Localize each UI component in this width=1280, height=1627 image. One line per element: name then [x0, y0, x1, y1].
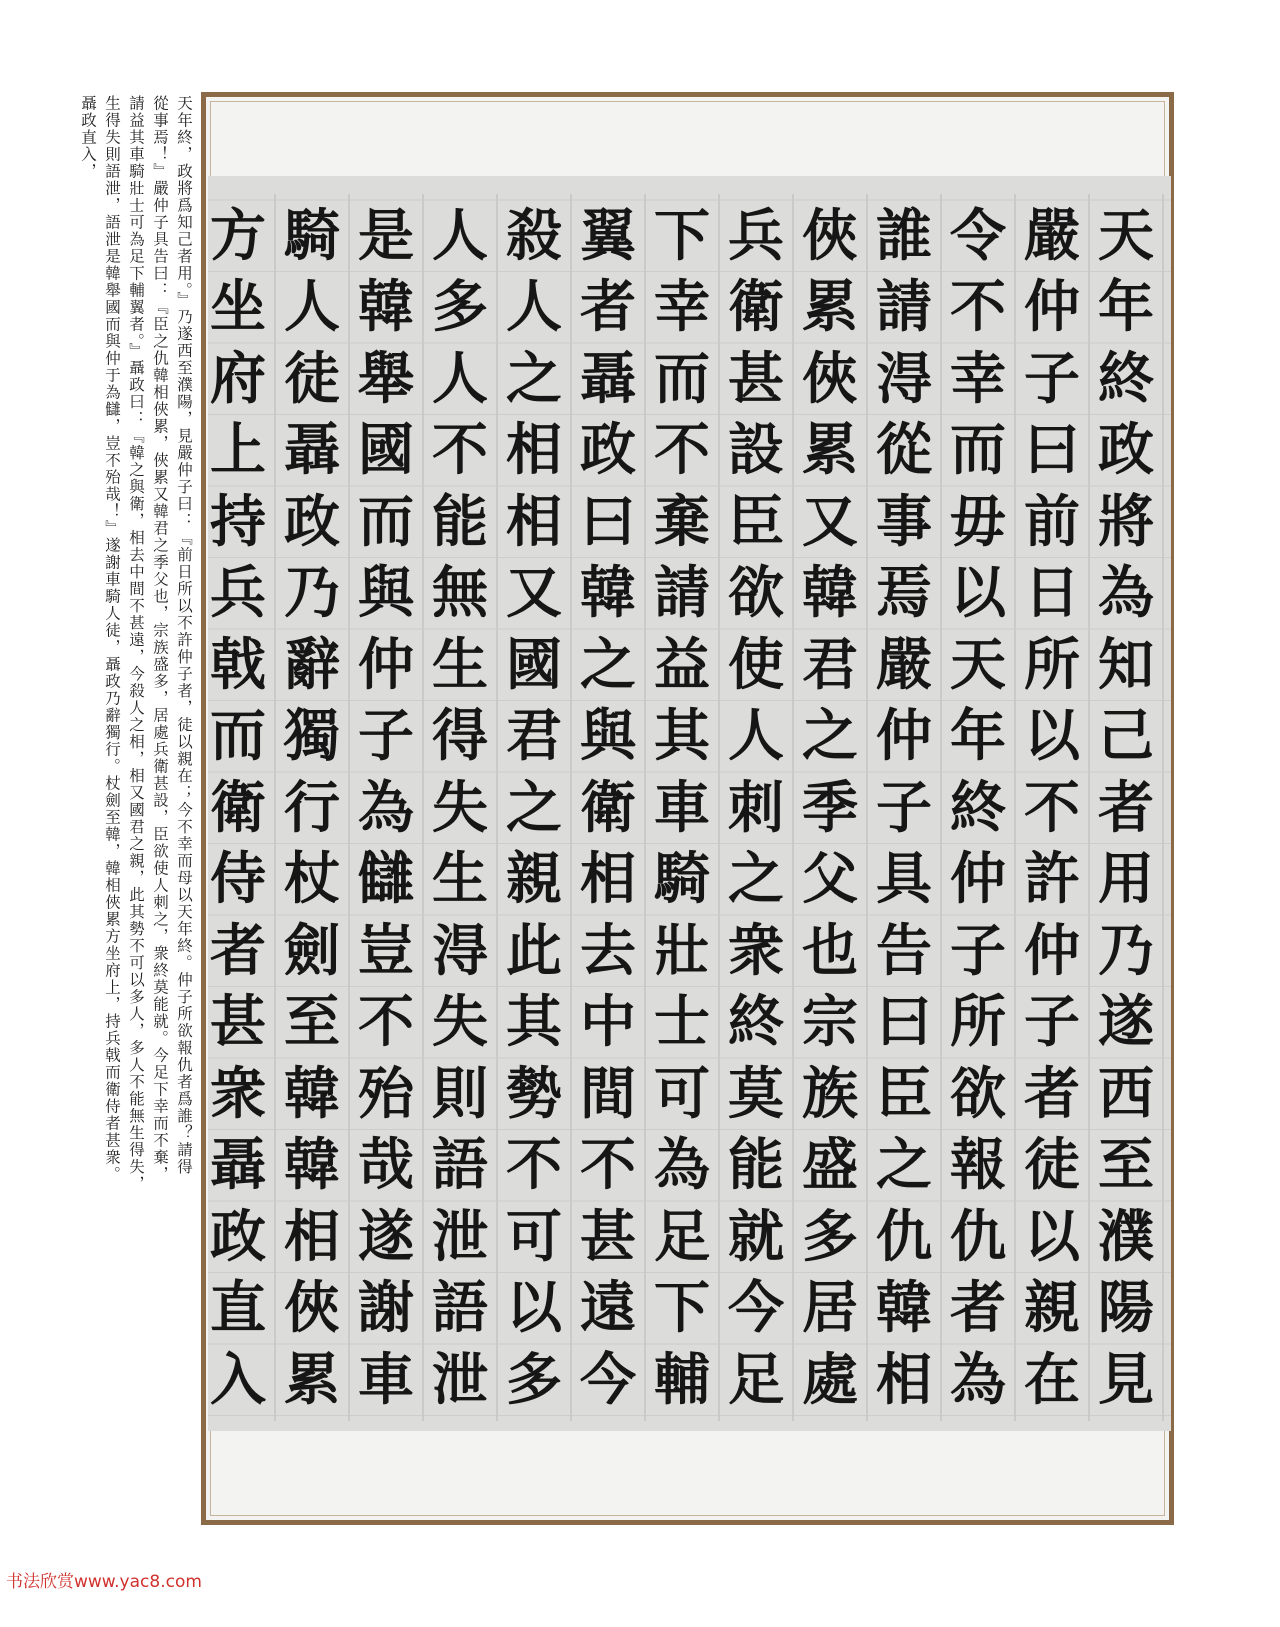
rubbing-character: 多 — [432, 274, 488, 341]
rubbing-character: 乃 — [1098, 917, 1154, 984]
rubbing-character: 其 — [506, 989, 562, 1056]
rubbing-character: 子 — [1024, 989, 1080, 1056]
rubbing-character: 而 — [950, 417, 1006, 484]
rubbing-character: 無 — [432, 560, 488, 627]
annotation-column: 生得失則語泄，語泄是韓舉國而與仲于為讎，豈不殆哉！』遂謝車騎人徒，聶政乃辭獨行。杖劍至韓，韓相俠累方坐府上，持兵戟而衛侍者甚衆。 — [103, 95, 121, 1183]
rubbing-character: 以 — [506, 1275, 562, 1342]
rubbing-character: 衛 — [580, 774, 636, 841]
rubbing-character: 仇 — [950, 1203, 1006, 1270]
rubbing-character: 就 — [728, 1203, 784, 1270]
rubbing-character: 政 — [1098, 417, 1154, 484]
rubbing-character: 從 — [876, 417, 932, 484]
rubbing-character: 子 — [950, 917, 1006, 984]
rubbing-character: 相 — [506, 417, 562, 484]
rubbing-character: 棄 — [654, 488, 710, 555]
annotation-column: 請益其車騎壯士可為足下輔翼者。』聶政曰：『韓之與衛，相去中間不甚遠，今殺人之相，相又國君之親，此其勢不可以多人，多人不能無生得失， — [127, 95, 145, 1193]
rubbing-character: 與 — [580, 703, 636, 770]
rubbing-character: 衛 — [728, 274, 784, 341]
rubbing-character: 多 — [506, 1346, 562, 1413]
rubbing-character: 使 — [728, 631, 784, 698]
rubbing-character: 也 — [802, 917, 858, 984]
rubbing-character: 者 — [580, 274, 636, 341]
rubbing-character: 者 — [210, 917, 266, 984]
rubbing-character: 行 — [284, 774, 340, 841]
rubbing-character: 仇 — [876, 1203, 932, 1270]
rubbing-character: 直 — [210, 1275, 266, 1342]
rubbing-character: 能 — [432, 488, 488, 555]
rubbing-character: 此 — [506, 917, 562, 984]
rubbing-character: 莫 — [728, 1060, 784, 1127]
rubbing-character: 為 — [358, 774, 414, 841]
rubbing-character: 俠 — [284, 1275, 340, 1342]
rubbing-character: 焉 — [876, 560, 932, 627]
rubbing-character: 嚴 — [1024, 202, 1080, 269]
rubbing-column — [1084, 200, 1168, 1416]
rubbing-character: 見 — [1098, 1346, 1154, 1413]
annotation-column: 天年終，政將爲知己者用。』乃遂西至濮陽，見嚴仲子曰：『前日所以不許仲子者，徒以親在；今不幸而母以天年終。仲子所欲報仇者爲誰？請得 — [175, 95, 193, 1176]
rubbing-character: 政 — [580, 417, 636, 484]
rubbing-character: 人 — [284, 274, 340, 341]
rubbing-character: 車 — [358, 1346, 414, 1413]
rubbing-character: 舉 — [358, 345, 414, 412]
rubbing-character: 仲 — [876, 703, 932, 770]
rubbing-character: 人 — [728, 703, 784, 770]
rubbing-character: 仲 — [358, 631, 414, 698]
rubbing-character: 語 — [432, 1275, 488, 1342]
rubbing-character: 辭 — [284, 631, 340, 698]
rubbing-character: 西 — [1098, 1060, 1154, 1127]
rubbing-character: 韓 — [284, 1132, 340, 1199]
rubbing-character: 令 — [950, 202, 1006, 269]
rubbing-character: 宗 — [802, 989, 858, 1056]
rubbing-character: 以 — [1024, 703, 1080, 770]
rubbing-character: 子 — [358, 703, 414, 770]
rubbing-character: 陽 — [1098, 1275, 1154, 1342]
rubbing-character: 去 — [580, 917, 636, 984]
rubbing-character: 嚴 — [876, 631, 932, 698]
rubbing-character: 韓 — [802, 560, 858, 627]
rubbing-character: 處 — [802, 1346, 858, 1413]
rubbing-character: 仲 — [1024, 274, 1080, 341]
rubbing-column — [418, 200, 502, 1416]
rubbing-character: 具 — [876, 846, 932, 913]
rubbing-character: 仲 — [950, 846, 1006, 913]
rubbing-character: 足 — [728, 1346, 784, 1413]
rubbing-character: 不 — [580, 1132, 636, 1199]
rubbing-column — [788, 200, 872, 1416]
rubbing-character: 相 — [506, 488, 562, 555]
rubbing-character: 者 — [1024, 1060, 1080, 1127]
rubbing-character: 父 — [802, 846, 858, 913]
rubbing-character: 不 — [432, 417, 488, 484]
rubbing-character: 至 — [284, 989, 340, 1056]
rubbing-character: 國 — [506, 631, 562, 698]
rubbing-character: 坐 — [210, 274, 266, 341]
rubbing-character: 益 — [654, 631, 710, 698]
rubbing-character: 今 — [728, 1275, 784, 1342]
rubbing-character: 所 — [1024, 631, 1080, 698]
rubbing-character: 族 — [802, 1060, 858, 1127]
rubbing-character: 相 — [876, 1346, 932, 1413]
rubbing-character: 不 — [358, 989, 414, 1056]
rubbing-character: 又 — [802, 488, 858, 555]
rubbing-character: 失 — [432, 989, 488, 1056]
rubbing-character: 多 — [802, 1203, 858, 1270]
rubbing-character: 累 — [802, 417, 858, 484]
rubbing-character: 甚 — [728, 345, 784, 412]
rubbing-character: 方 — [210, 202, 266, 269]
rubbing-character: 徒 — [1024, 1132, 1080, 1199]
rubbing-character: 臣 — [728, 488, 784, 555]
rubbing-character: 臣 — [876, 1060, 932, 1127]
rubbing-character: 居 — [802, 1275, 858, 1342]
rubbing-character: 則 — [432, 1060, 488, 1127]
rubbing-character: 知 — [1098, 631, 1154, 698]
rubbing-character: 可 — [506, 1203, 562, 1270]
rubbing-character: 杖 — [284, 846, 340, 913]
rubbing-character: 季 — [802, 774, 858, 841]
rubbing-character: 者 — [1098, 774, 1154, 841]
rubbing-character: 豈 — [358, 917, 414, 984]
rubbing-column — [492, 200, 576, 1416]
rubbing-character: 淂 — [432, 917, 488, 984]
rubbing-character: 而 — [358, 488, 414, 555]
rubbing-character: 衆 — [728, 917, 784, 984]
rubbing-character: 遂 — [1098, 989, 1154, 1056]
rubbing-character: 之 — [506, 774, 562, 841]
rubbing-character: 之 — [876, 1132, 932, 1199]
rubbing-character: 失 — [432, 774, 488, 841]
rubbing-character: 可 — [654, 1060, 710, 1127]
rubbing-character: 將 — [1098, 488, 1154, 555]
rubbing-character: 徒 — [284, 345, 340, 412]
rubbing-character: 語 — [432, 1132, 488, 1199]
rubbing-character: 今 — [580, 1346, 636, 1413]
rubbing-character: 所 — [950, 989, 1006, 1056]
rubbing-character: 國 — [358, 417, 414, 484]
rubbing-column — [936, 200, 1020, 1416]
rubbing-character: 而 — [210, 703, 266, 770]
rubbing-column — [1010, 200, 1094, 1416]
rubbing-character: 生 — [432, 631, 488, 698]
rubbing-character: 遂 — [358, 1203, 414, 1270]
rubbing-character: 下 — [654, 1275, 710, 1342]
rubbing-character: 前 — [1024, 488, 1080, 555]
rubbing-character: 之 — [580, 631, 636, 698]
rubbing-character: 侍 — [210, 846, 266, 913]
rubbing-character: 終 — [728, 989, 784, 1056]
rubbing-character: 曰 — [876, 989, 932, 1056]
rubbing-character: 幸 — [654, 274, 710, 341]
rubbing-character: 誰 — [876, 202, 932, 269]
rubbing-character: 輔 — [654, 1346, 710, 1413]
rubbing-character: 終 — [1098, 345, 1154, 412]
rubbing-character: 子 — [876, 774, 932, 841]
rubbing-character: 中 — [580, 989, 636, 1056]
rubbing-character: 與 — [358, 560, 414, 627]
rubbing-character: 不 — [1024, 774, 1080, 841]
rubbing-character: 盛 — [802, 1132, 858, 1199]
rubbing-character: 持 — [210, 488, 266, 555]
rubbing-character: 聶 — [580, 345, 636, 412]
rubbing-character: 不 — [506, 1132, 562, 1199]
rubbing-column — [270, 200, 354, 1416]
rubbing-character: 政 — [210, 1203, 266, 1270]
rubbing-character: 濮 — [1098, 1203, 1154, 1270]
annotation-text — [6, 95, 196, 1515]
rubbing-character: 謝 — [358, 1275, 414, 1342]
rubbing-character: 告 — [876, 917, 932, 984]
rubbing-character: 乃 — [284, 560, 340, 627]
rubbing-character: 事 — [876, 488, 932, 555]
rubbing-character: 是 — [358, 202, 414, 269]
rubbing-character: 足 — [654, 1203, 710, 1270]
rubbing-character: 聶 — [284, 417, 340, 484]
rubbing-character: 累 — [802, 274, 858, 341]
rubbing-character: 親 — [1024, 1275, 1080, 1342]
site-watermark: 书法欣赏www.yac8.com — [6, 1572, 202, 1592]
rubbing-character: 天 — [1098, 202, 1154, 269]
rubbing-character: 甚 — [210, 989, 266, 1056]
rubbing-character: 君 — [506, 703, 562, 770]
rubbing-character: 兵 — [728, 202, 784, 269]
rubbing-character: 用 — [1098, 846, 1154, 913]
rubbing-character: 泄 — [432, 1346, 488, 1413]
rubbing-character: 年 — [1098, 274, 1154, 341]
rubbing-character: 刺 — [728, 774, 784, 841]
rubbing-character: 騎 — [654, 846, 710, 913]
rubbing-character: 報 — [950, 1132, 1006, 1199]
rubbing-character: 其 — [654, 703, 710, 770]
rubbing-character: 之 — [728, 846, 784, 913]
rubbing-column — [862, 200, 946, 1416]
rubbing-character: 毋 — [950, 488, 1006, 555]
rubbing-character: 者 — [950, 1275, 1006, 1342]
rubbing-character: 衆 — [210, 1060, 266, 1127]
rubbing-character: 曰 — [1024, 417, 1080, 484]
annotation-column: 聶政直入， — [79, 95, 97, 180]
rubbing-character: 韓 — [284, 1060, 340, 1127]
rubbing-character: 天 — [950, 631, 1006, 698]
rubbing-character: 讎 — [358, 846, 414, 913]
rubbing-character: 而 — [654, 345, 710, 412]
rubbing-character: 在 — [1024, 1346, 1080, 1413]
rubbing-character: 以 — [950, 560, 1006, 627]
rubbing-character: 曰 — [580, 488, 636, 555]
rubbing-character: 之 — [506, 345, 562, 412]
rubbing-character: 韓 — [876, 1275, 932, 1342]
rubbing-column — [196, 200, 280, 1416]
rubbing-character: 累 — [284, 1346, 340, 1413]
rubbing-character: 許 — [1024, 846, 1080, 913]
rubbing-character: 己 — [1098, 703, 1154, 770]
rubbing-character: 年 — [950, 703, 1006, 770]
rubbing-character: 入 — [210, 1346, 266, 1413]
rubbing-character: 人 — [432, 202, 488, 269]
annotation-column: 從事焉！』嚴仲子具告曰：『臣之仇韓相俠累，俠累又韓君之季父也，宗族盛多，居處兵衛甚設，臣欲使人刺之，衆終莫能就。今足下幸而不棄， — [151, 95, 169, 1183]
rubbing-character: 仲 — [1024, 917, 1080, 984]
rubbing-character: 為 — [1098, 560, 1154, 627]
rubbing-character: 間 — [580, 1060, 636, 1127]
rubbing-character: 兵 — [210, 560, 266, 627]
rubbing-character: 日 — [1024, 560, 1080, 627]
rubbing-character: 相 — [580, 846, 636, 913]
rubbing-character: 翼 — [580, 202, 636, 269]
rubbing-character: 壯 — [654, 917, 710, 984]
rubbing-character: 請 — [654, 560, 710, 627]
rubbing-character: 泄 — [432, 1203, 488, 1270]
rubbing-character: 設 — [728, 417, 784, 484]
rubbing-character: 以 — [1024, 1203, 1080, 1270]
rubbing-character: 勢 — [506, 1060, 562, 1127]
rubbing-column — [566, 200, 650, 1416]
rubbing-character: 車 — [654, 774, 710, 841]
rubbing-character: 之 — [802, 703, 858, 770]
rubbing-character: 甚 — [580, 1203, 636, 1270]
rubbing-character: 又 — [506, 560, 562, 627]
rubbing-character: 不 — [654, 417, 710, 484]
rubbing-character: 殆 — [358, 1060, 414, 1127]
rubbing-character: 君 — [802, 631, 858, 698]
rubbing-character: 獨 — [284, 703, 340, 770]
rubbing-character: 戟 — [210, 631, 266, 698]
rubbing-character: 得 — [432, 703, 488, 770]
rubbing-character: 韓 — [580, 560, 636, 627]
rubbing-character: 哉 — [358, 1132, 414, 1199]
rubbing-character: 淂 — [876, 345, 932, 412]
rubbing-character: 府 — [210, 345, 266, 412]
rubbing-character: 下 — [654, 202, 710, 269]
rubbing-character: 親 — [506, 846, 562, 913]
rubbing-character: 相 — [284, 1203, 340, 1270]
rubbing-character: 聶 — [210, 1132, 266, 1199]
rubbing-character: 騎 — [284, 202, 340, 269]
rubbing-character: 為 — [654, 1132, 710, 1199]
rubbing-character: 殺 — [506, 202, 562, 269]
rubbing-character: 政 — [284, 488, 340, 555]
rubbing-character: 劍 — [284, 917, 340, 984]
rubbing-character: 人 — [432, 345, 488, 412]
calligraphy-rubbing — [208, 176, 1171, 1431]
rubbing-character: 為 — [950, 1346, 1006, 1413]
rubbing-character: 請 — [876, 274, 932, 341]
rubbing-character: 子 — [1024, 345, 1080, 412]
rubbing-character: 不 — [950, 274, 1006, 341]
rubbing-column — [714, 200, 798, 1416]
rubbing-character: 士 — [654, 989, 710, 1056]
rubbing-character: 俠 — [802, 345, 858, 412]
rubbing-column — [344, 200, 428, 1416]
rubbing-character: 生 — [432, 846, 488, 913]
rubbing-character: 至 — [1098, 1132, 1154, 1199]
rubbing-character: 幸 — [950, 345, 1006, 412]
rubbing-character: 終 — [950, 774, 1006, 841]
rubbing-character: 人 — [506, 274, 562, 341]
rubbing-character: 欲 — [950, 1060, 1006, 1127]
rubbing-column — [640, 200, 724, 1416]
rubbing-character: 上 — [210, 417, 266, 484]
rubbing-character: 衛 — [210, 774, 266, 841]
rubbing-character: 遠 — [580, 1275, 636, 1342]
rubbing-character: 韓 — [358, 274, 414, 341]
rubbing-character: 俠 — [802, 202, 858, 269]
rubbing-character: 能 — [728, 1132, 784, 1199]
rubbing-character: 欲 — [728, 560, 784, 627]
